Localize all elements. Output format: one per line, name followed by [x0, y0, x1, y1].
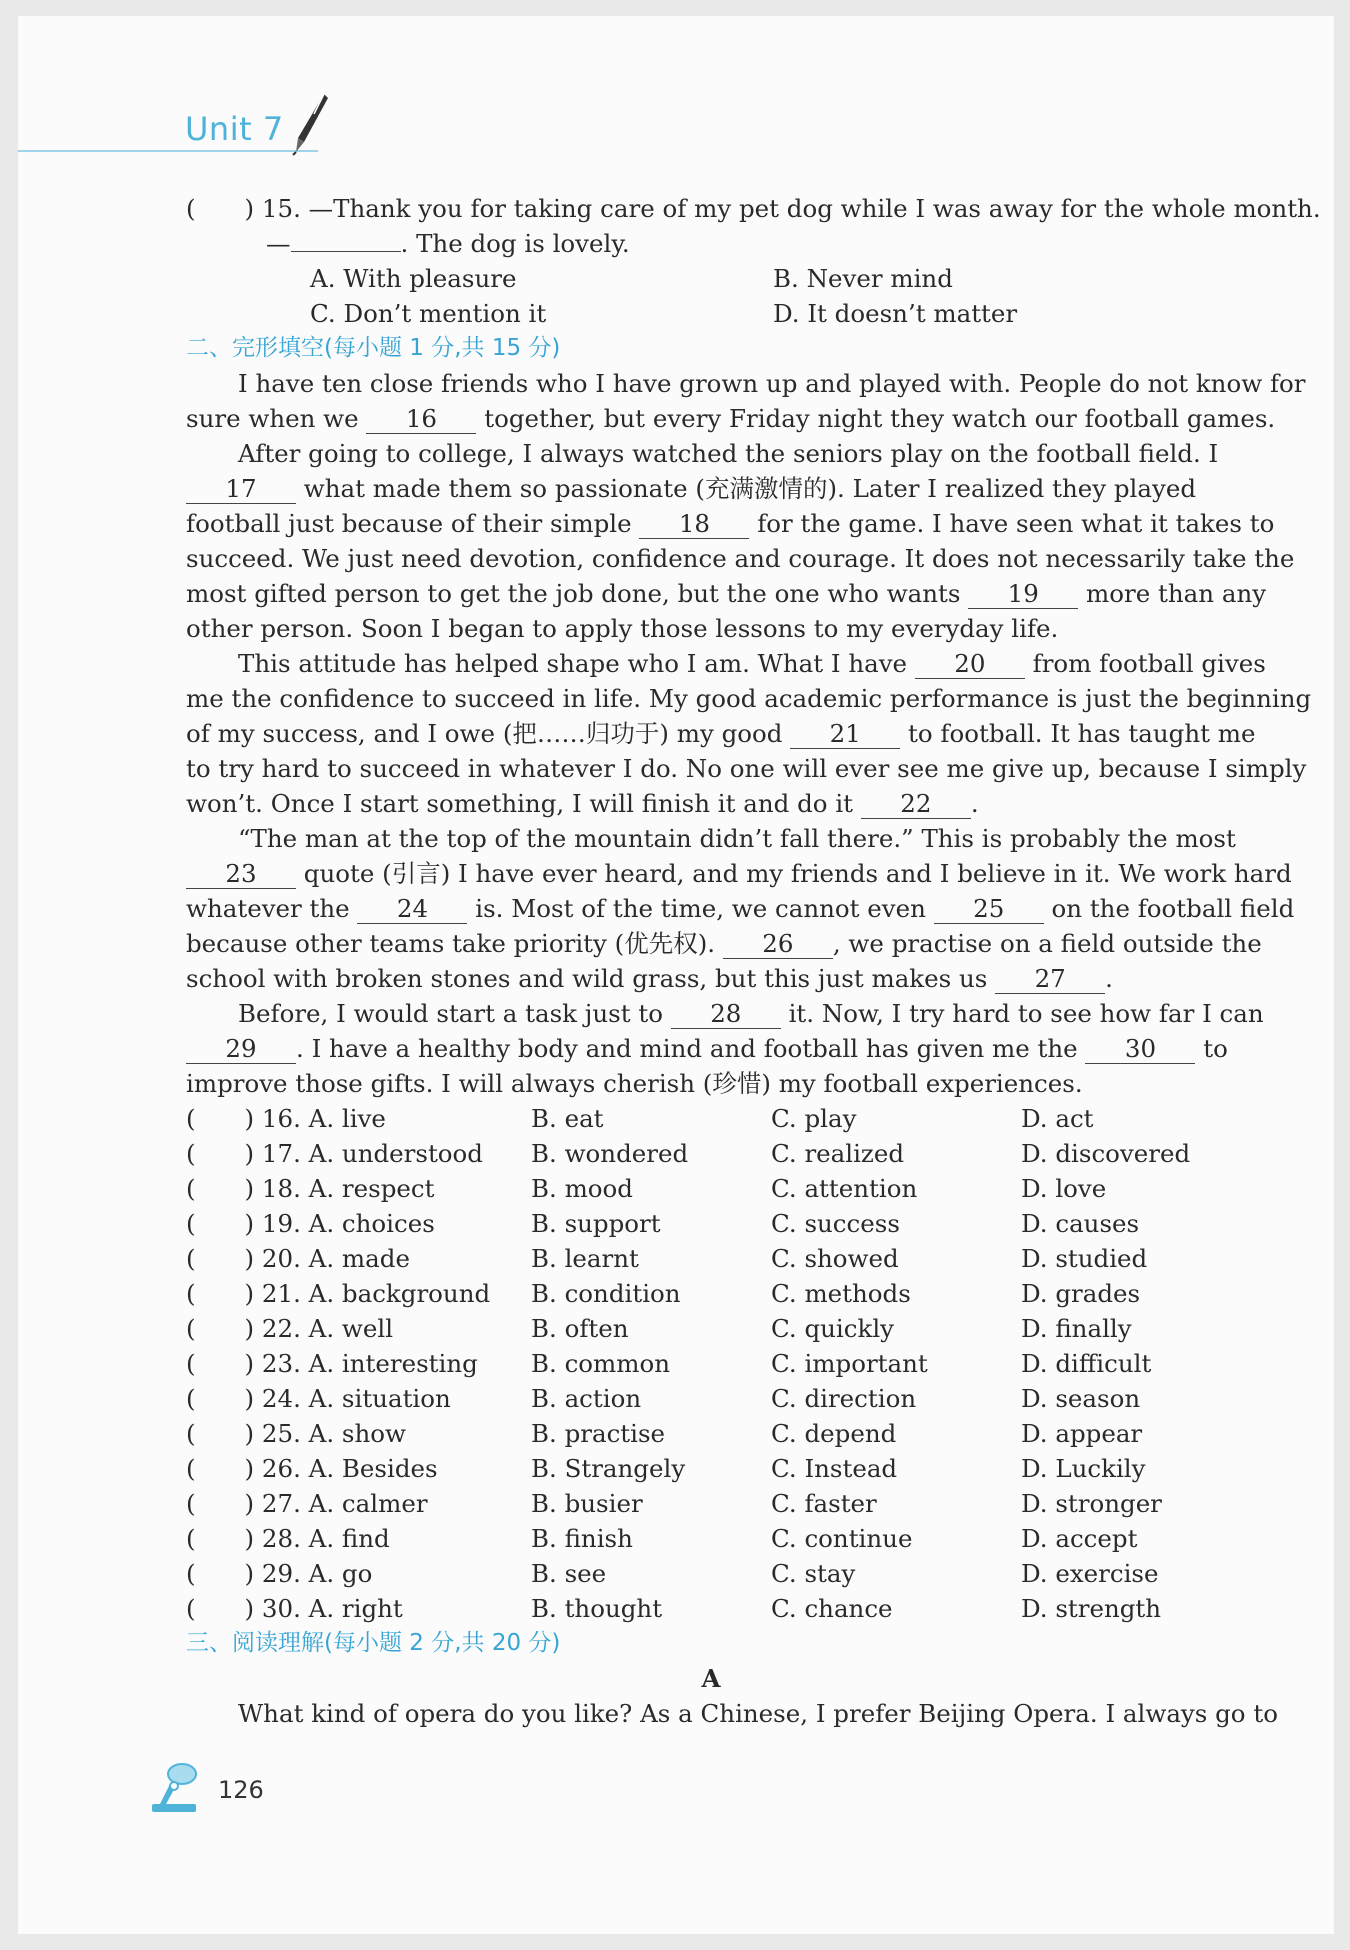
option-a[interactable]: ( ) 22. A. well — [186, 1314, 394, 1343]
passage-line: This attitude has helped shape who I am. What I have 20 from football gives — [238, 649, 1266, 678]
option-d[interactable]: D. Luckily — [1021, 1454, 1146, 1483]
blank-22[interactable]: 22 — [861, 790, 971, 819]
option-d[interactable]: D. It doesn’t matter — [773, 299, 1018, 328]
passage-line: because other teams take priority (优先权). 26 , we practise on a field outside the — [186, 929, 1262, 958]
blank-27[interactable]: 27 — [995, 965, 1105, 994]
option-a[interactable]: ( ) 28. A. find — [186, 1524, 390, 1553]
section-3-title: 三、阅读理解(每小题 2 分,共 20 分) — [186, 1630, 561, 1656]
passage-line: of my success, and I owe (把……归功于) my good 21 to football. It has taught me — [186, 719, 1256, 748]
option-d[interactable]: D. strength — [1021, 1594, 1162, 1623]
option-c[interactable]: C. methods — [771, 1279, 911, 1308]
blank-23[interactable]: 23 — [186, 860, 296, 889]
blank-25[interactable]: 25 — [934, 895, 1044, 924]
passage-line: succeed. We just need devotion, confidence and courage. It does not necessarily take the — [186, 544, 1295, 573]
option-a[interactable]: ( ) 25. A. show — [186, 1419, 406, 1448]
option-c[interactable]: C. play — [771, 1104, 857, 1133]
option-d[interactable]: D. grades — [1021, 1279, 1141, 1308]
pen-icon — [290, 92, 330, 156]
blank-26[interactable]: 26 — [723, 930, 833, 959]
option-c[interactable]: C. attention — [771, 1174, 918, 1203]
option-a[interactable]: ( ) 16. A. live — [186, 1104, 386, 1133]
passage-line: other person. Soon I began to apply those lessons to my everyday life. — [186, 614, 1059, 643]
workbook-page — [18, 16, 1334, 1934]
answer-blank[interactable] — [291, 251, 401, 252]
reply-dash: — — [266, 229, 291, 258]
blank-18[interactable]: 18 — [639, 510, 749, 539]
option-b[interactable]: B. common — [531, 1349, 671, 1378]
option-d[interactable]: D. act — [1021, 1104, 1094, 1133]
option-a[interactable]: ( ) 29. A. go — [186, 1559, 373, 1588]
question-list — [186, 1101, 1236, 1626]
header-rule — [18, 150, 318, 152]
question-row — [186, 1521, 1236, 1556]
option-c[interactable]: C. quickly — [771, 1314, 894, 1343]
option-a[interactable]: ( ) 20. A. made — [186, 1244, 410, 1273]
option-d[interactable]: D. exercise — [1021, 1559, 1159, 1588]
option-b[interactable]: B. often — [531, 1314, 629, 1343]
question-row — [186, 1451, 1236, 1486]
option-b[interactable]: B. see — [531, 1559, 607, 1588]
option-c[interactable]: C. important — [771, 1349, 928, 1378]
page-number: 126 — [218, 1776, 264, 1804]
blank-20[interactable]: 20 — [915, 650, 1025, 679]
option-c[interactable]: C. faster — [771, 1489, 877, 1518]
passage-line: to try hard to succeed in whatever I do. No one will ever see me give up, because I simply — [186, 754, 1307, 783]
reply-text: . The dog is lovely. — [400, 229, 630, 258]
blank-29[interactable]: 29 — [186, 1035, 296, 1064]
question-row — [186, 1591, 1236, 1626]
question-row — [186, 1346, 1236, 1381]
option-d[interactable]: D. season — [1021, 1384, 1141, 1413]
option-b[interactable]: B. thought — [531, 1594, 663, 1623]
question-row — [186, 1241, 1236, 1276]
question-row — [186, 1276, 1236, 1311]
option-c[interactable]: C. direction — [771, 1384, 917, 1413]
section-2-title: 二、完形填空(每小题 1 分,共 15 分) — [186, 335, 561, 361]
option-c[interactable]: C. realized — [771, 1139, 905, 1168]
passage-line: After going to college, I always watched the seniors play on the football field. I — [238, 439, 1219, 468]
question-row — [186, 1206, 1236, 1241]
option-b[interactable]: B. action — [531, 1384, 642, 1413]
option-c[interactable]: C. showed — [771, 1244, 899, 1273]
blank-16[interactable]: 16 — [366, 405, 476, 434]
question-row — [186, 1311, 1236, 1346]
option-d[interactable]: D. studied — [1021, 1244, 1148, 1273]
option-b[interactable]: B. Never mind — [773, 264, 953, 293]
passage-line: 17 what made them so passionate (充满激情的). Later I realized they played — [186, 471, 1236, 506]
option-c[interactable]: C. Instead — [771, 1454, 898, 1483]
unit-title: Unit 7 — [185, 110, 284, 148]
passage-line: Before, I would start a task just to 28 it. Now, I try hard to see how far I can — [238, 999, 1264, 1028]
option-b[interactable]: B. support — [531, 1209, 661, 1238]
blank-30[interactable]: 30 — [1085, 1035, 1195, 1064]
option-b[interactable]: B. practise — [531, 1419, 666, 1448]
option-b[interactable]: B. Strangely — [531, 1454, 686, 1483]
option-c[interactable]: C. continue — [771, 1524, 913, 1553]
option-b[interactable]: B. mood — [531, 1174, 633, 1203]
content — [186, 191, 1321, 1731]
blank-28[interactable]: 28 — [671, 1000, 781, 1029]
reading-label: A — [701, 1664, 721, 1693]
passage-line: won’t. Once I start something, I will finish it and do it 22 . — [186, 789, 979, 818]
option-d[interactable]: D. love — [1021, 1174, 1107, 1203]
option-b[interactable]: B. finish — [531, 1524, 633, 1553]
passage-line: football just because of their simple 18 for the game. I have seen what it takes to — [186, 509, 1275, 538]
option-c[interactable]: C. stay — [771, 1559, 856, 1588]
question-15-options-row-2 — [186, 296, 1236, 331]
question-row — [186, 1171, 1236, 1206]
option-a[interactable]: ( ) 26. A. Besides — [186, 1454, 438, 1483]
question-row — [186, 1101, 1236, 1136]
option-a[interactable]: ( ) 18. A. respect — [186, 1174, 435, 1203]
passage-line: whatever the 24 is. Most of the time, we cannot even 25 on the football field — [186, 894, 1295, 923]
blank-24[interactable]: 24 — [357, 895, 467, 924]
reading-line: What kind of opera do you like? As a Chinese, I prefer Beijing Opera. I always go to — [238, 1699, 1278, 1728]
option-a[interactable]: ( ) 30. A. right — [186, 1594, 403, 1623]
option-c[interactable]: C. Don’t mention it — [310, 299, 547, 328]
option-c[interactable]: C. chance — [771, 1594, 893, 1623]
option-b[interactable]: B. busier — [531, 1489, 643, 1518]
option-a[interactable]: ( ) 17. A. understood — [186, 1139, 483, 1168]
option-a[interactable]: ( ) 24. A. situation — [186, 1384, 451, 1413]
blank-21[interactable]: 21 — [790, 720, 900, 749]
question-row — [186, 1486, 1236, 1521]
option-b[interactable]: B. learnt — [531, 1244, 639, 1273]
option-b[interactable]: B. eat — [531, 1104, 604, 1133]
option-d[interactable]: D. stronger — [1021, 1489, 1162, 1518]
option-d[interactable]: D. appear — [1021, 1419, 1143, 1448]
option-d[interactable]: D. accept — [1021, 1524, 1138, 1553]
option-d[interactable]: D. discovered — [1021, 1139, 1191, 1168]
question-row — [186, 1381, 1236, 1416]
passage-line: 29 . I have a healthy body and mind and football has given me the 30 to — [186, 1031, 1236, 1066]
option-b[interactable]: B. condition — [531, 1279, 681, 1308]
question-row — [186, 1556, 1236, 1591]
question-row — [186, 1416, 1236, 1451]
option-a[interactable]: ( ) 23. A. interesting — [186, 1349, 478, 1378]
option-c[interactable]: C. depend — [771, 1419, 897, 1448]
passage-line: most gifted person to get the job done, but the one who wants 19 more than any — [186, 579, 1267, 608]
passage-line: sure when we 16 together, but every Friday night they watch our football games. — [186, 404, 1276, 433]
passage-line: improve those gifts. I will always cherish (珍惜) my football experiences. — [186, 1069, 1083, 1098]
passage-line: 23 quote (引言) I have ever heard, and my friends and I believe in it. We work hard — [186, 856, 1236, 891]
option-a[interactable]: ( ) 19. A. choices — [186, 1209, 435, 1238]
blank-19[interactable]: 19 — [968, 580, 1078, 609]
question-15-reply — [186, 226, 1236, 261]
passage-line: I have ten close friends who I have grown up and played with. People do not know for — [238, 369, 1306, 398]
passage-line: me the confidence to succeed in life. My good academic performance is just the beginning — [186, 684, 1312, 713]
question-15-options-row-1 — [186, 261, 1236, 296]
option-b[interactable]: B. wondered — [531, 1139, 689, 1168]
option-d[interactable]: D. difficult — [1021, 1349, 1152, 1378]
unit-header — [18, 92, 1334, 156]
option-d[interactable]: D. causes — [1021, 1209, 1140, 1238]
blank-17[interactable]: 17 — [186, 475, 296, 504]
question-row — [186, 1136, 1236, 1171]
question-15: ( ) 15. —Thank you for taking care of my pet dog while I was away for the whole month. — [186, 194, 1321, 223]
passage-line: “The man at the top of the mountain didn’t fall there.” This is probably the most — [238, 824, 1236, 853]
lamp-icon — [148, 1756, 208, 1816]
option-c[interactable]: C. success — [771, 1209, 900, 1238]
option-d[interactable]: D. finally — [1021, 1314, 1132, 1343]
passage-line: school with broken stones and wild grass, but this just makes us 27 . — [186, 964, 1113, 993]
option-a[interactable]: A. With pleasure — [310, 264, 517, 293]
option-a[interactable]: ( ) 21. A. background — [186, 1279, 491, 1308]
option-a[interactable]: ( ) 27. A. calmer — [186, 1489, 428, 1518]
